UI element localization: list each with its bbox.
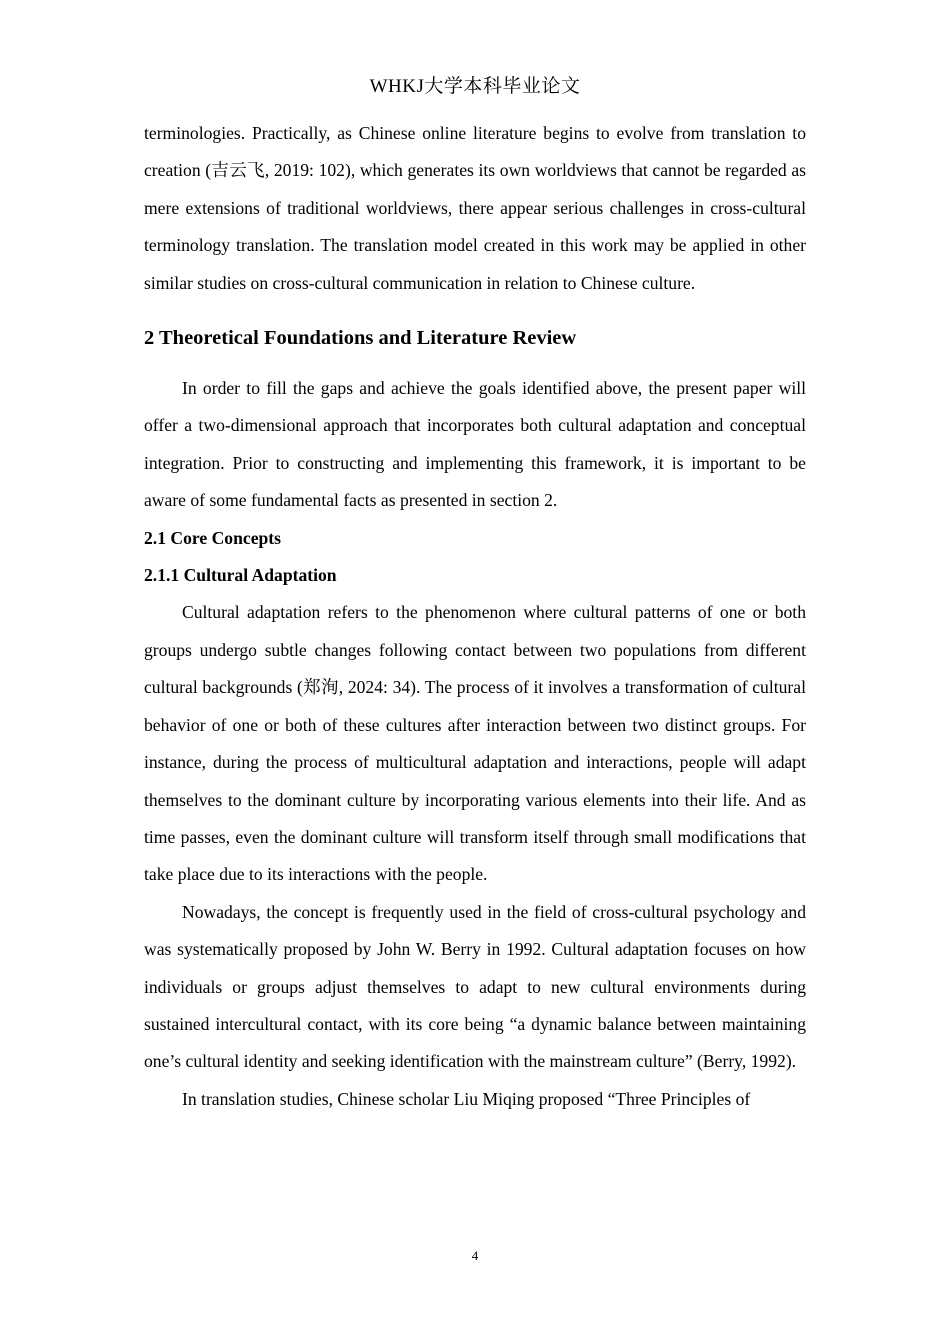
subsection-heading-2-1: 2.1 Core Concepts bbox=[144, 527, 281, 548]
page-number: 4 bbox=[471, 1248, 479, 1263]
running-header: WHKJ大学本科毕业论文 bbox=[369, 76, 581, 97]
paragraph-liu-miqing: In translation studies, Chinese scholar Liu Miqing proposed “Three Principles of bbox=[182, 1088, 751, 1109]
section-heading-2: 2 Theoretical Foundations and Literature Review bbox=[144, 327, 577, 350]
paragraph-terminologies: terminologies. Practically, as Chinese online literature begins to evolve from translation to creation (吉云飞, 2019: 102), which generates its own worldviews that cannot be regarded as mere extensions of traditional worldviews, there appear serious challenges in cross-cultural terminology translation. The translation model created in this work may be applied in other similar studies on cross-cultural communication in relation to Chinese culture. bbox=[144, 123, 806, 293]
paragraph-two-dimensional-approach: In order to fill the gaps and achieve the goals identified above, the present paper will offer a two-dimensional approach that incorporates both cultural adaptation and conceptual integration. Prior to constructing and implementing this framework, it is important to be aware of some fundamental facts as presented in section 2. bbox=[144, 378, 806, 511]
subsection-heading-2-1-1: 2.1.1 Cultural Adaptation bbox=[144, 565, 337, 586]
paragraph-berry-concept: Nowadays, the concept is frequently used in the field of cross-cultural psychology and was systematically proposed by John W. Berry in 1992. Cultural adaptation focuses on how individuals or groups adjust themselves to adapt to new cultural environments during sustained intercultural contact, with its core being “a dynamic balance between maintaining one’s cultural identity and seeking identification with the mainstream culture” (Berry, 1992). bbox=[144, 901, 806, 1072]
paragraph-cultural-adaptation-definition: Cultural adaptation refers to the phenomenon where cultural patterns of one or both groups undergo subtle changes following contact between two populations from different cultural backgrounds (郑洵, 2024: 34). The process of it involves a transformation of cultural behavior of one or both of these cultures after interaction between two distinct groups. For instance, during the process of multicultural adaptation and interactions, people will adapt themselves to the dominant culture by incorporating various elements into their life. And as time passes, even the dominant culture will transform itself through small modifications that take place due to its interactions with the people. bbox=[144, 602, 806, 885]
page-body bbox=[144, 115, 806, 1118]
